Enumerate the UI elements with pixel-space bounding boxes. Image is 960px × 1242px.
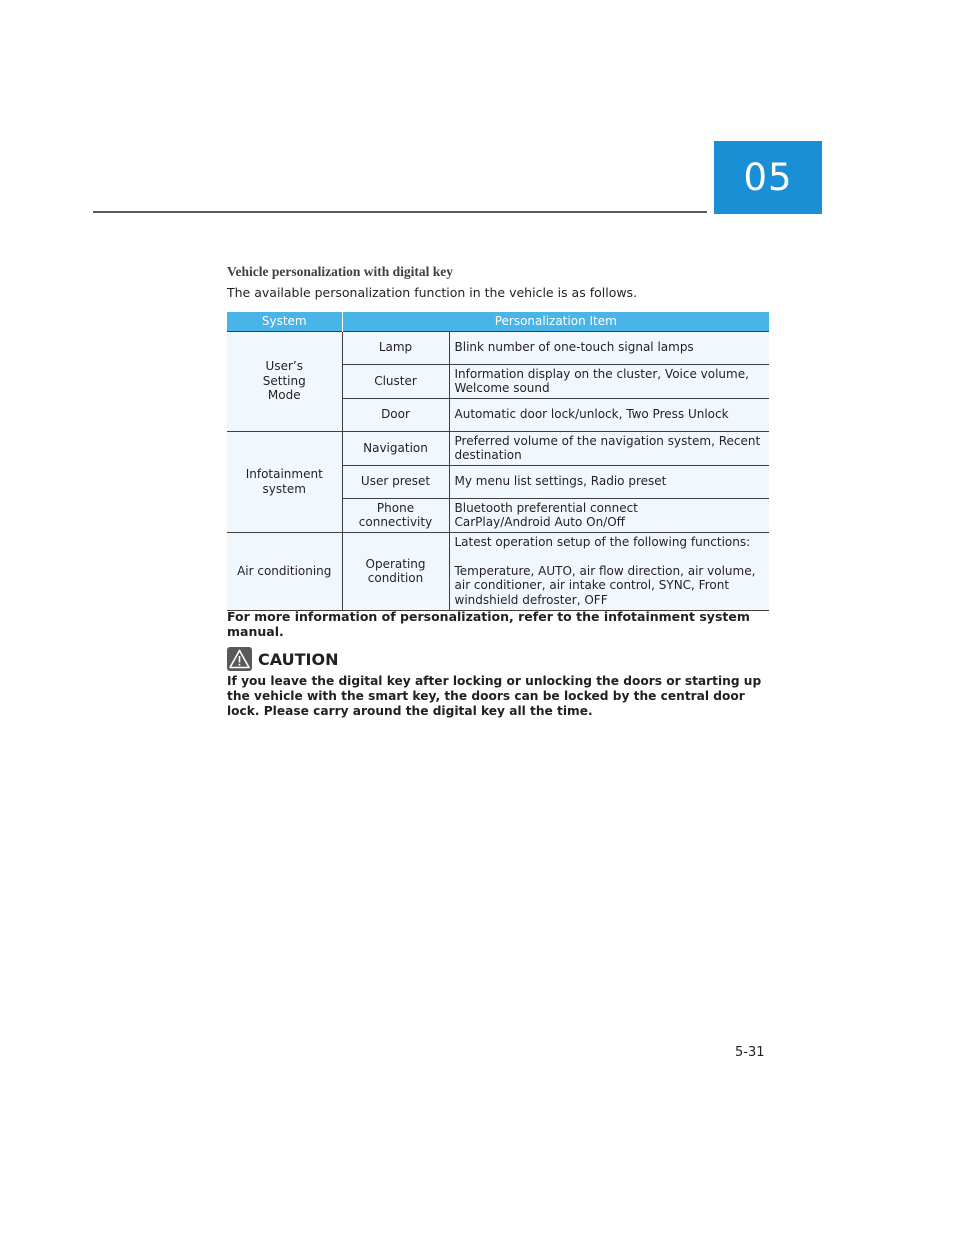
table-row [227,431,769,465]
system-cell: Infotainment system [227,431,342,532]
section-intro: The available personalization function in the vehicle is as follows. [227,285,638,300]
personalization-table [227,312,769,611]
more-info-note: For more information of personalization, refer to the infotainment system manual. [227,609,750,639]
content [227,264,769,718]
item-cell: Lamp [342,331,449,364]
column-header-system: System [227,312,342,331]
desc-line: Bluetooth preferential connect [454,500,638,515]
system-cell: Air conditioning [227,532,342,610]
page-number: 5-31 [735,1045,765,1060]
desc-cell: Automatic door lock/unlock, Two Press Unlock [449,398,769,431]
item-cell: Phone connectivity [342,498,449,532]
desc-cell: Preferred volume of the navigation system, Recent destination [449,431,769,465]
caution-title: CAUTION [258,649,339,669]
section-heading: Vehicle personalization with digital key [227,264,454,279]
system-cell: User’s Setting Mode [227,331,342,431]
item-cell: User preset [342,465,449,498]
item-cell: Cluster [342,364,449,398]
desc-cell [449,498,769,532]
desc-line: Temperature, AUTO, air flow direction, air volume, air conditioner, air intake control, SYNC, Front windshield defroster, OFF [454,563,756,607]
column-header-item: Personalization Item [342,312,769,331]
item-cell: Operating condition [342,532,449,610]
header-rule [93,211,707,213]
item-cell: Door [342,398,449,431]
desc-line: CarPlay/Android Auto On/Off [454,515,625,529]
table-row [227,532,769,610]
desc-line: Latest operation setup of the following functions: [454,535,751,549]
desc-cell: My menu list settings, Radio preset [449,465,769,498]
table-row [227,331,769,364]
desc-cell [449,532,769,610]
table-header-row [227,312,769,331]
caution-text: If you leave the digital key after locking or unlocking the doors or starting up the vehicle with the smart key, the doors can be locked by the central door lock. Please carry around the digital key all the time. [227,674,762,718]
warning-triangle-icon [227,647,252,671]
chapter-tab: 05 [714,141,822,214]
item-cell: Navigation [342,431,449,465]
desc-cell: Blink number of one-touch signal lamps [449,331,769,364]
desc-cell: Information display on the cluster, Voice volume, Welcome sound [449,364,769,398]
caution-heading [227,647,338,671]
